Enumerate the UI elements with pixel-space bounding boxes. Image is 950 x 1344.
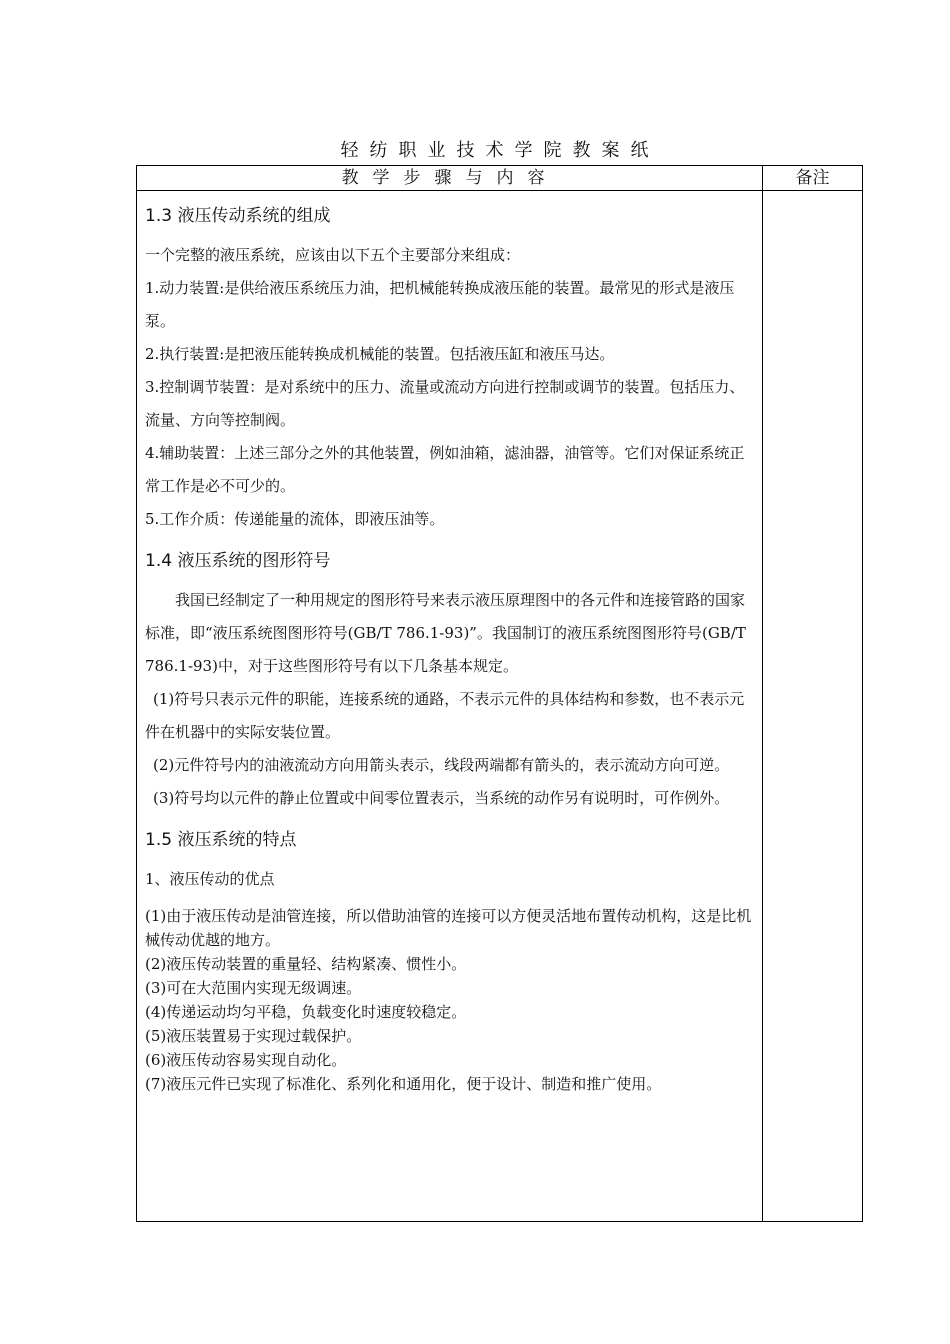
advantages-list xyxy=(145,904,757,1096)
section-1-3-intro: 一个完整的液压系统，应该由以下五个主要部分来组成： xyxy=(145,246,521,264)
section-heading-1-5: 1.5 液压系统的特点 xyxy=(145,830,297,850)
section-1-4-item: (1)符号只表示元件的职能，连接系统的通路，不表示元件的具体结构和参数，也不表示元件在机器中的实际安装位置。 xyxy=(145,690,745,741)
section-1-5-subheading: 1、液压传动的优点 xyxy=(145,870,275,888)
column-divider xyxy=(762,166,763,1221)
header-teaching-content: 教学步骤与内容 xyxy=(341,168,559,188)
section-1-3-item: 5.工作介质：传递能量的流体，即液压油等。 xyxy=(145,510,445,528)
lesson-plan-table xyxy=(136,165,863,1222)
section-1-3-item: 3.控制调节装置：是对系统中的压力、流量或流动方向进行控制或调节的装置。包括压力、流量、方向等控制阀。 xyxy=(145,378,745,429)
section-1-4-item: (2)元件符号内的油液流动方向用箭头表示，线段两端都有箭头的，表示流动方向可逆。 xyxy=(153,756,730,774)
advantage-item: (7)液压元件已实现了标准化、系列化和通用化，便于设计、制造和推广使用。 xyxy=(145,1075,662,1093)
section-1-3-item: 2.执行装置:是把液压能转换成机械能的装置。包括液压缸和液压马达。 xyxy=(145,345,615,363)
table-header-row xyxy=(137,166,862,191)
advantage-item: (6)液压传动容易实现自动化。 xyxy=(145,1051,347,1069)
section-1-4-intro: 我国已经制定了一种用规定的图形符号来表示液压原理图中的各元件和连接管路的国家标准，即“液压系统图图形符号(GB/T 786.1-93)”。我国制订的液压系统图图形符号(GB/T 786.1-93)中，对于这些图形符号有以下几条基本规定。 xyxy=(145,591,746,675)
section-heading-1-4: 1.4 液压系统的图形符号 xyxy=(145,551,331,571)
section-heading-1-3: 1.3 液压传动系统的组成 xyxy=(145,206,331,226)
header-remarks: 备注 xyxy=(795,168,830,188)
advantage-item: (3)可在大范围内实现无级调速。 xyxy=(145,979,362,997)
section-1-3-item: 4.辅助装置：上述三部分之外的其他装置，例如油箱，滤油器，油管等。它们对保证系统正常工作是必不可少的。 xyxy=(145,444,745,495)
page-title: 轻纺职业技术学院教案纸 xyxy=(340,140,660,161)
advantage-item: (1)由于液压传动是油管连接，所以借助油管的连接可以方便灵活地布置传动机构，这是比机械传动优越的地方。 xyxy=(145,907,752,949)
advantage-item: (4)传递运动均匀平稳，负载变化时速度较稳定。 xyxy=(145,1003,467,1021)
section-1-3-item: 1.动力装置:是供给液压系统压力油，把机械能转换成液压能的装置。最常见的形式是液压泵。 xyxy=(145,279,735,330)
advantage-item: (2)液压传动装置的重量轻、结构紧凑、惯性小。 xyxy=(145,955,467,973)
section-1-4-item: (3)符号均以元件的静止位置或中间零位置表示，当系统的动作另有说明时，可作例外。 xyxy=(153,789,730,807)
teaching-content xyxy=(145,191,757,1096)
advantage-item: (5)液压装置易于实现过载保护。 xyxy=(145,1027,362,1045)
